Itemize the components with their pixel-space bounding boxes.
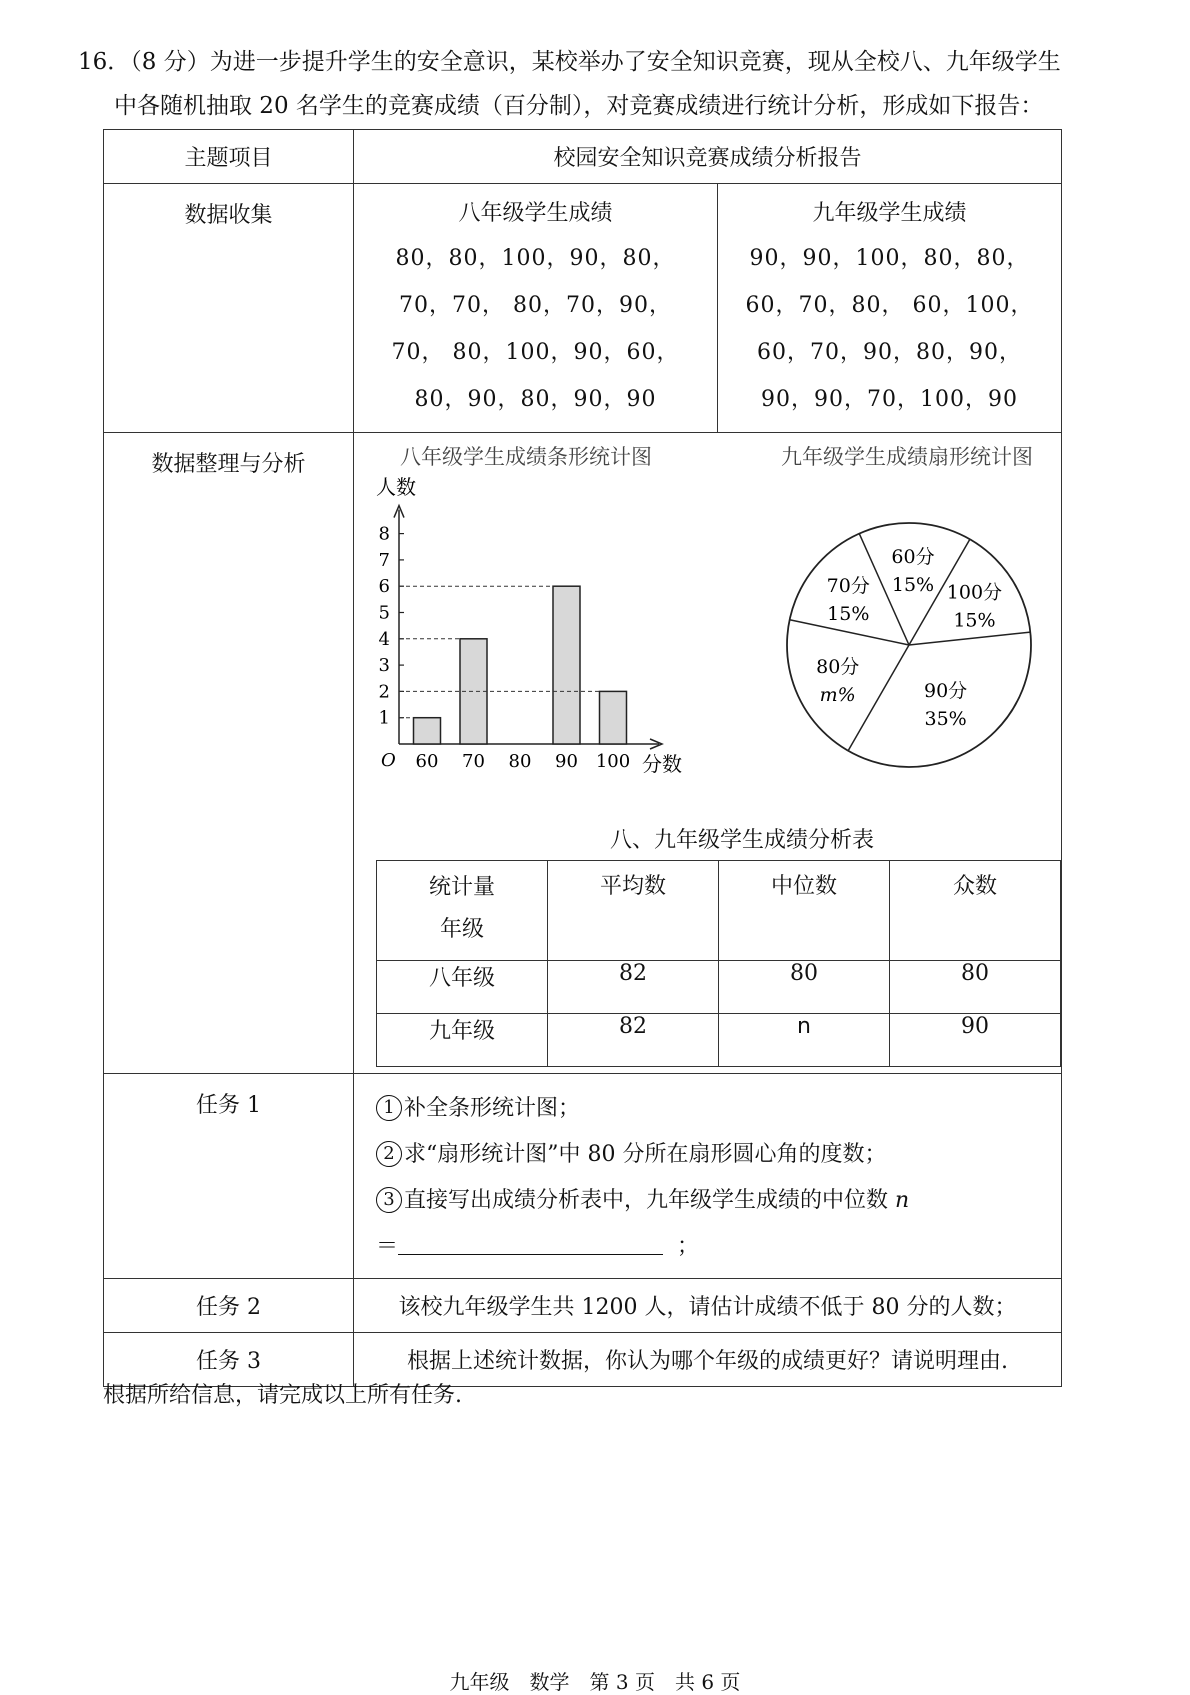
- y-tick-label: 4: [378, 628, 390, 650]
- task3-label: 任务 3: [104, 1333, 354, 1387]
- theme-row: [104, 130, 1062, 184]
- collect-label: 数据收集: [184, 203, 273, 228]
- report-table: [103, 129, 1062, 1387]
- pie-chart-title: 九年级学生成绩扇形统计图: [781, 445, 1033, 469]
- pie-slice-percent: 15%: [891, 574, 935, 597]
- grade9-row: 90，90，100，80，80，: [749, 246, 1030, 271]
- stats-table: [376, 860, 1061, 1067]
- y-tick-label: 6: [378, 576, 390, 598]
- task1-label-cell: [104, 1074, 354, 1279]
- grade9-title: 九年级学生成绩: [812, 201, 967, 226]
- corner-bottom: 年级: [439, 917, 484, 942]
- task1-label: 任务 1: [196, 1093, 261, 1118]
- circled-number: 1: [376, 1095, 402, 1121]
- task2-row: [104, 1279, 1062, 1333]
- bar-chart: [354, 471, 714, 841]
- stats-corner: [377, 861, 548, 961]
- pie-slice-label: 90分: [924, 680, 968, 703]
- stats-title: 八、九年级学生成绩分析表: [610, 828, 875, 853]
- task1-item-2: [376, 1132, 1061, 1178]
- corner-top: 统计量: [428, 875, 495, 900]
- analysis-row: [104, 433, 1062, 1074]
- stats-header-row: [377, 861, 1061, 961]
- stats-grade: 九年级: [377, 1014, 548, 1067]
- bar: [553, 586, 580, 744]
- equals-sign: ＝: [376, 1234, 399, 1259]
- grade8-row: 80，80，100，90，80，: [395, 246, 676, 271]
- grade8-title: 八年级学生成绩: [458, 201, 613, 226]
- pie-slice-label: 100分: [946, 581, 1003, 604]
- task1-item-1: [376, 1086, 1061, 1132]
- grade9-row: 60，70，80， 60，100，: [745, 293, 1034, 318]
- stats-median: n: [719, 1014, 890, 1067]
- pie-slice-percent: 35%: [924, 708, 967, 731]
- collect-cell: [104, 184, 354, 433]
- bar-chart-title: 八年级学生成绩条形统计图: [400, 445, 652, 469]
- task1-text: 直接写出成绩分析表中，九年级学生成绩的中位数: [404, 1188, 895, 1213]
- task1-item-3: [376, 1178, 1061, 1224]
- stats-header-mode: 众数: [890, 861, 1061, 961]
- stats-mean: 82: [548, 961, 719, 1014]
- pie-slice-label: 60分: [891, 546, 935, 569]
- stats-header-mean: 平均数: [548, 861, 719, 961]
- collect-row: [104, 184, 1062, 433]
- grade8-scores: [354, 235, 717, 423]
- page-footer: 九年级 数学 第 3 页 共 6 页: [449, 1670, 741, 1694]
- analysis-area: [354, 433, 1061, 1073]
- grade8-cell: [354, 184, 718, 433]
- analysis-label: 数据整理与分析: [151, 452, 306, 477]
- pie-slice-label: 80分: [816, 655, 860, 678]
- pie-slice-percent: 15%: [953, 609, 996, 632]
- y-tick-label: 3: [378, 655, 390, 677]
- analysis-cell: [354, 433, 1062, 1074]
- analysis-label-cell: [104, 433, 354, 1074]
- stats-header-median: 中位数: [719, 861, 890, 961]
- pie-slice-percent: m%: [819, 683, 856, 706]
- task1-text: 求“扇形统计图”中 80 分所在扇形圆心角的度数；: [404, 1142, 887, 1167]
- stats-grade: 八年级: [377, 961, 548, 1014]
- grade9-cell: [718, 184, 1062, 433]
- x-tick-label: 80: [508, 751, 532, 772]
- intro-line-1: 16．（8 分）为进一步提升学生的安全意识，某校举办了安全知识竞赛，现从全校八、九年级学生: [78, 49, 1061, 75]
- grade8-row: 80，90，80，90，90: [414, 387, 657, 412]
- y-tick-label: 2: [378, 681, 390, 703]
- stats-mean: 82: [548, 1014, 719, 1067]
- bar: [600, 691, 627, 744]
- task1-var: n: [895, 1188, 910, 1213]
- y-axis-label: 人数: [376, 475, 416, 499]
- x-tick-label: 70: [462, 751, 485, 772]
- y-tick-label: 1: [378, 707, 390, 729]
- pie-chart: [766, 493, 1066, 813]
- theme-value: 校园安全知识竞赛成绩分析报告: [354, 130, 1062, 184]
- grade8-row: 70，70， 80，70，90，: [399, 293, 672, 318]
- grade9-row: 90，90，70，100，90: [761, 387, 1018, 412]
- task1-content: [354, 1074, 1062, 1279]
- x-tick-label: 100: [595, 751, 631, 772]
- stats-row-grade8: [377, 961, 1061, 1014]
- answer-blank[interactable]: [398, 1232, 663, 1255]
- pie-slice-percent: 15%: [827, 602, 870, 625]
- task3-text: 根据上述统计数据，你认为哪个年级的成绩更好？请说明理由.: [354, 1333, 1062, 1387]
- y-tick-label: 5: [378, 602, 390, 624]
- footnote: 根据所给信息，请完成以上所有任务.: [103, 1383, 462, 1408]
- bar: [414, 718, 441, 744]
- theme-label: 主题项目: [104, 130, 354, 184]
- intro-line-2: 中各随机抽取 20 名学生的竞赛成绩（百分制），对竞赛成绩进行统计分析，形成如下报告：: [114, 93, 1044, 119]
- task1-answer-line: [376, 1224, 1061, 1270]
- origin-label: O: [381, 750, 396, 771]
- task1-row: [104, 1074, 1062, 1279]
- task1-text: 补全条形统计图；: [404, 1096, 581, 1121]
- x-tick-label: 60: [415, 751, 439, 772]
- task2-label: 任务 2: [104, 1279, 354, 1333]
- grade9-row: 60，70，90，80，90，: [757, 340, 1022, 365]
- stats-median: 80: [719, 961, 890, 1014]
- y-tick-label: 7: [378, 549, 390, 571]
- grade9-scores: [718, 235, 1061, 423]
- circled-number: 2: [376, 1141, 402, 1167]
- task2-text: 该校九年级学生共 1200 人，请估计成绩不低于 80 分的人数；: [354, 1279, 1062, 1333]
- stats-mode: 80: [890, 961, 1061, 1014]
- x-axis-label: 分数: [642, 752, 682, 776]
- question-intro: [78, 40, 1118, 128]
- task1-end: ；: [677, 1234, 700, 1259]
- stats-mode: 90: [890, 1014, 1061, 1067]
- stats-row-grade9: [377, 1014, 1061, 1067]
- y-tick-label: 8: [378, 523, 390, 545]
- pie-slice-label: 70分: [826, 574, 870, 597]
- grade8-row: 70， 80，100，90，60，: [391, 340, 680, 365]
- circled-number: 3: [376, 1187, 402, 1213]
- x-tick-label: 90: [555, 751, 578, 772]
